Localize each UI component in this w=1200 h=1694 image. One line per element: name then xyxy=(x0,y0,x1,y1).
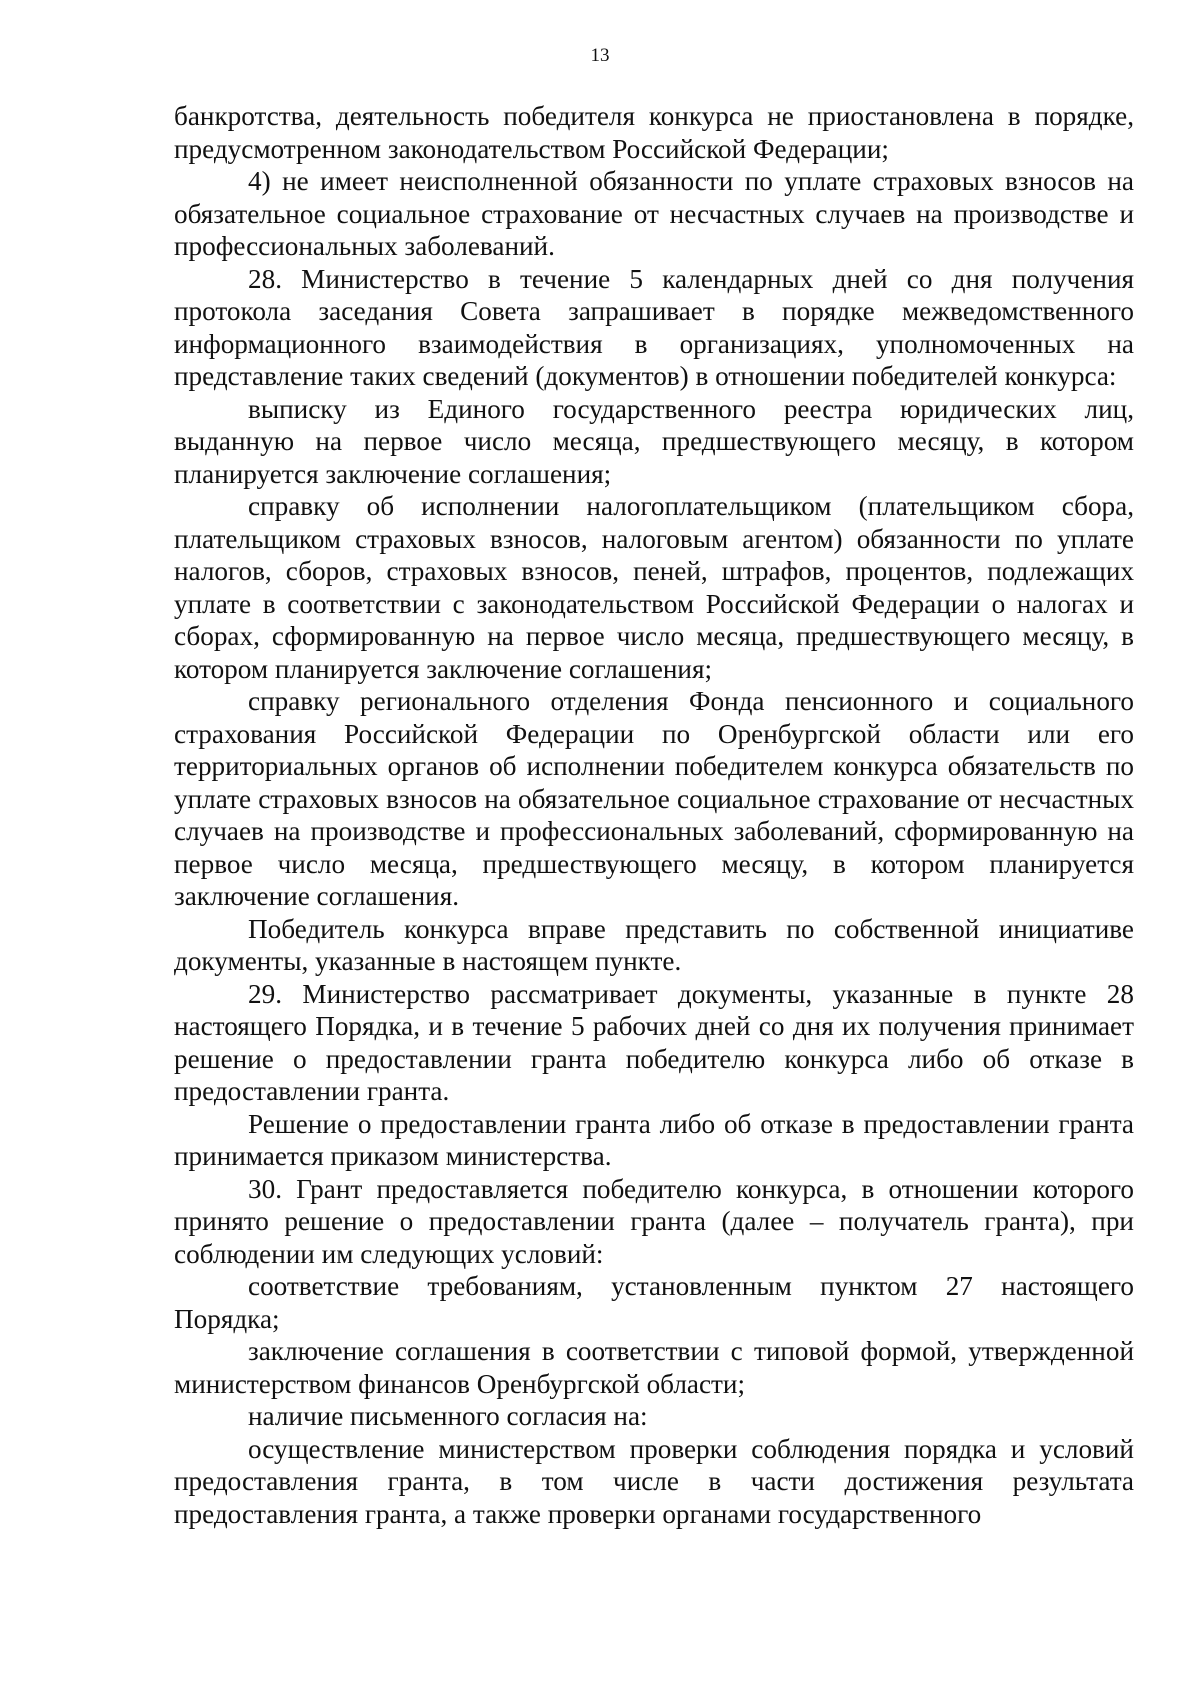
paragraph: соответствие требованиям, установленным пунктом 27 настоящего Порядка; xyxy=(174,1271,1134,1334)
paragraph: заключение соглашения в соответствии с типовой формой, утвержденной министерством финансов Оренбургской области; xyxy=(174,1336,1134,1399)
paragraph: 30. Грант предоставляется победителю конкурса, в отношении которого принято решение о предоставлении гранта (далее – получатель гранта), при соблюдении им следующих условий: xyxy=(174,1173,1134,1269)
paragraph: выписку из Единого государственного реестра юридических лиц, выданную на первое число месяца, предшествующего месяцу, в котором планируется заключение соглашения; xyxy=(174,393,1134,489)
paragraph: Решение о предоставлении гранта либо об отказе в предоставлении гранта принимается приказом министерства. xyxy=(174,1108,1134,1171)
paragraph: справку об исполнении налогоплательщиком (плательщиком сбора, плательщиком страховых взносов, налоговым агентом) обязанности по уплате налогов, сборов, страховых взносов, пеней, штрафов, процентов, подлежащих уплате в соответствии с законодательством Российской Федерации о налогах и сборах, сформированную на первое число месяца, предшествующего месяцу, в котором планируется заключение соглашения; xyxy=(174,491,1134,684)
document-body xyxy=(174,100,1134,1530)
paragraph: 4) не имеет неисполненной обязанности по уплате страховых взносов на обязательное социальное страхование от несчастных случаев на производстве и профессиональных заболеваний. xyxy=(174,166,1134,261)
paragraph: Победитель конкурса вправе представить по собственной инициативе документы, указанные в настоящем пункте. xyxy=(174,913,1134,976)
paragraph: банкротства, деятельность победителя конкурса не приостановлена в порядке, предусмотренном законодательством Российской Федерации; xyxy=(174,101,1134,164)
paragraph: справку регионального отделения Фонда пенсионного и социального страхования Российской Федерации по Оренбургской области или его территориальных органов об исполнении победителем конкурса обязательств по уплате страховых взносов на обязательное социальное страхование от несчастных случаев на производстве и профессиональных заболеваний, сформированную на первое число месяца, предшествующего месяцу, в котором планируется заключение соглашения. xyxy=(174,686,1134,911)
page-number: 13 xyxy=(590,45,610,66)
paragraph: наличие письменного согласия на: xyxy=(248,1401,648,1431)
paragraph: 28. Министерство в течение 5 календарных дней со дня получения протокола заседания Совета запрашивает в порядке межведомственного информационного взаимодействия в организациях, уполномоченных на представление таких сведений (документов) в отношении победителей конкурса: xyxy=(174,263,1134,391)
paragraph: осуществление министерством проверки соблюдения порядка и условий предоставления гранта, в том числе в части достижения результата предоставления гранта, а также проверки органами государственного xyxy=(174,1433,1134,1529)
paragraph: 29. Министерство рассматривает документы, указанные в пункте 28 настоящего Порядка, и в течение 5 рабочих дней со дня их получения принимает решение о предоставлении гранта победителю конкурса либо об отказе в предоставлении гранта. xyxy=(174,978,1134,1106)
